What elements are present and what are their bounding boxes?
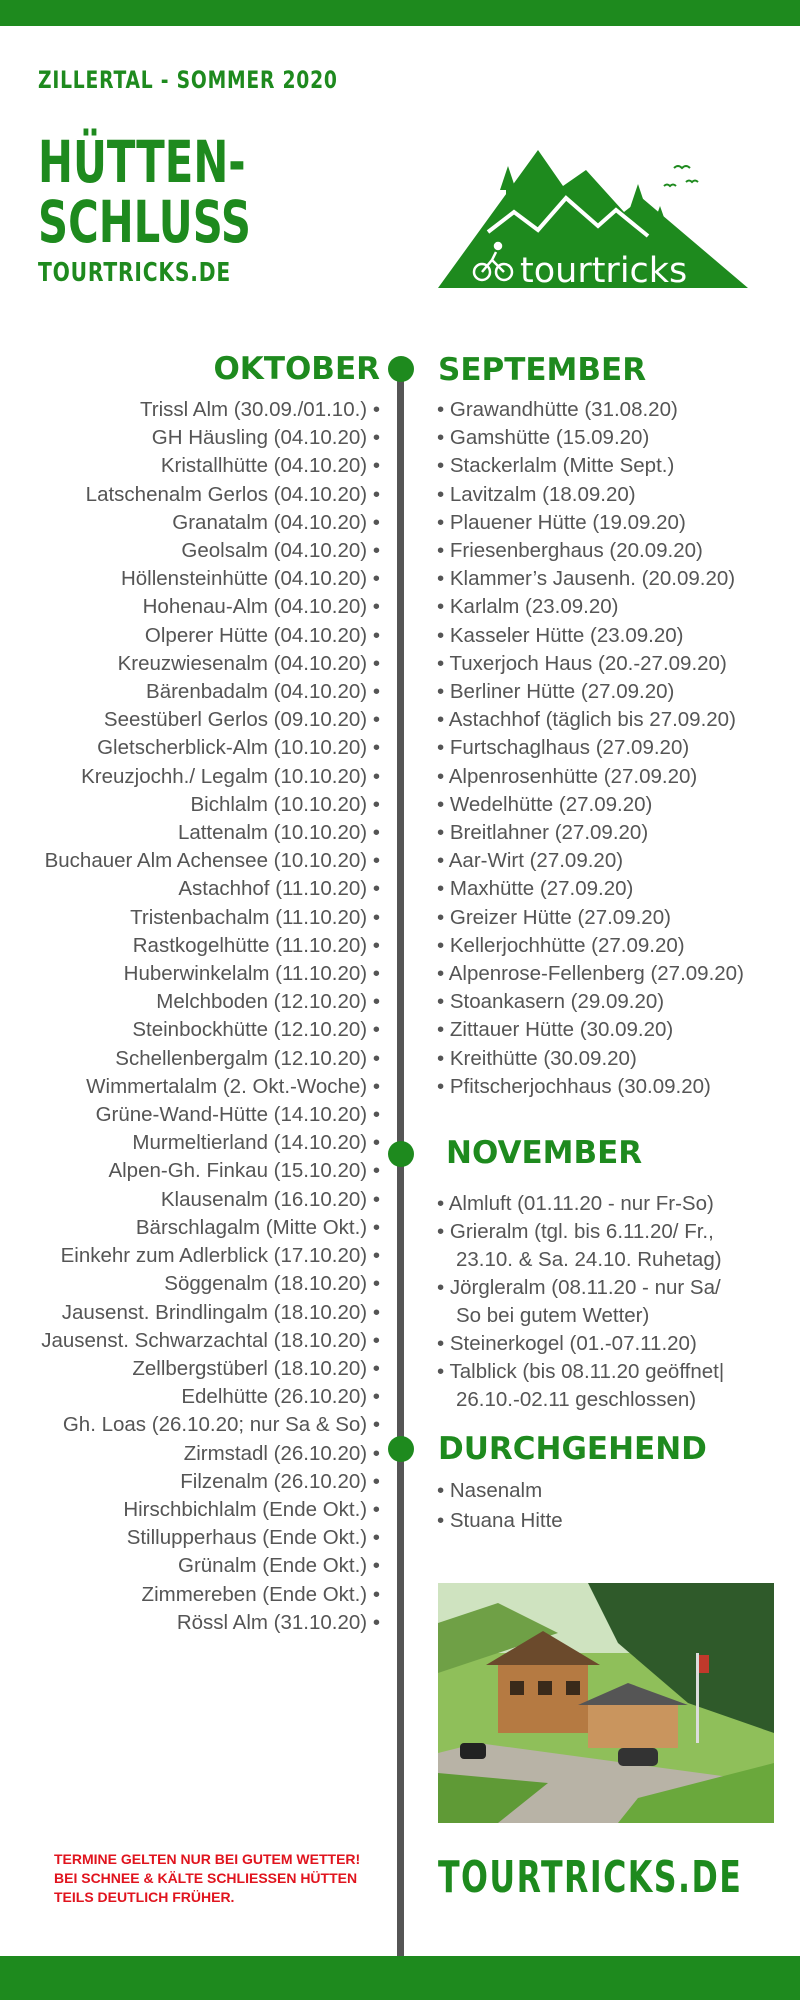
list-item: Jausenst. Schwarzachtal (18.10.20) • <box>41 1328 380 1352</box>
list-item: • Kellerjochhütte (27.09.20) <box>437 933 685 957</box>
list-item: Huberwinkelalm (11.10.20) • <box>123 962 380 986</box>
list-item: • Lavitzalm (18.09.20) <box>437 482 636 506</box>
list-item: Kreuzjochh./ Legalm (10.10.20) • <box>81 764 380 788</box>
durchgehend-list <box>437 1476 563 1536</box>
list-item-text: • Grieralm (tgl. bis 6.11.20/ Fr., <box>437 1220 714 1243</box>
hut-photo <box>438 1583 774 1823</box>
page-title <box>38 128 251 256</box>
heading-september: SEPTEMBER <box>438 352 647 388</box>
list-item: • Greizer Hütte (27.09.20) <box>437 905 671 929</box>
bottom-bar <box>0 1956 800 2000</box>
list-item: • Kasseler Hütte (23.09.20) <box>437 623 684 647</box>
list-item: Steinbockhütte (12.10.20) • <box>132 1018 380 1042</box>
list-item-text: • Talblick (bis 08.11.20 geöffnet| <box>437 1360 725 1383</box>
list-item: Schellenbergalm (12.10.20) • <box>115 1046 380 1070</box>
list-item: • Karlalm (23.09.20) <box>437 595 619 619</box>
list-item: Rastkogelhütte (11.10.20) • <box>132 933 380 957</box>
list-item <box>437 1190 724 1218</box>
warning-line-2: BEI SCHNEE & KÄLTE SCHLIESSEN HÜTTEN <box>54 1870 358 1886</box>
list-item-continuation: 26.10.-02.11 geschlossen) <box>456 1388 697 1411</box>
list-item: Geolsalm (04.10.20) • <box>181 539 380 563</box>
list-item: • Stoankasern (29.09.20) <box>437 990 665 1014</box>
list-item: Gh. Loas (26.10.20; nur Sa & So) • <box>62 1413 380 1437</box>
list-item: Alpen-Gh. Finkau (15.10.20) • <box>108 1159 380 1183</box>
list-item: Zimmereben (Ende Okt.) • <box>141 1582 380 1606</box>
list-item: Gletscherblick-Alm (10.10.20) • <box>97 736 380 760</box>
list-item: Bärschlagalm (Mitte Okt.) • <box>135 1215 380 1239</box>
list-item: • Astachhof (täglich bis 27.09.20) <box>437 708 736 732</box>
birds-icon <box>664 166 698 186</box>
list-item: • Friesenberghaus (20.09.20) <box>437 539 703 563</box>
list-item: • Kreithütte (30.09.20) <box>437 1046 637 1070</box>
tourtricks-logo <box>438 146 748 292</box>
list-item: • Pfitscherjochhaus (30.09.20) <box>437 1074 711 1098</box>
list-item: Bichlalm (10.10.20) • <box>190 792 380 816</box>
list-item: Grünalm (Ende Okt.) • <box>178 1554 380 1578</box>
list-item: Lattenalm (10.10.20) • <box>177 821 380 845</box>
list-item: Jausenst. Brindlingalm (18.10.20) • <box>61 1300 380 1324</box>
list-item: • Aar-Wirt (27.09.20) <box>437 849 624 873</box>
list-item: • Breitlahner (27.09.20) <box>437 821 649 845</box>
timeline-dot-november <box>388 1141 414 1167</box>
list-item: • Stackerlalm (Mitte Sept.) <box>437 454 675 478</box>
september-list <box>437 396 744 1101</box>
list-item: • Plauener Hütte (19.09.20) <box>437 510 686 534</box>
title-line-1: HÜTTEN- <box>38 128 246 196</box>
list-item: • Gamshütte (15.09.20) <box>437 426 650 450</box>
list-item-continuation: So bei gutem Wetter) <box>456 1304 650 1327</box>
list-item: Höllensteinhütte (04.10.20) • <box>120 567 380 591</box>
title-line-2: SCHLUSS <box>38 188 251 256</box>
list-item: Buchauer Alm Achensee (10.10.20) • <box>44 849 380 873</box>
list-item: • Grawandhütte (31.08.20) <box>437 398 678 421</box>
list-item: • Furtschaglhaus (27.09.20) <box>437 736 690 760</box>
list-item: Seestüberl Gerlos (09.10.20) • <box>103 708 380 732</box>
list-item: Trissl Alm (30.09./01.10.) • <box>140 398 380 421</box>
list-item <box>437 1274 724 1330</box>
list-item: Söggenalm (18.10.20) • <box>164 1272 380 1296</box>
list-item: • Maxhütte (27.09.20) <box>437 877 634 901</box>
site-name-bottom: TOURTRICKS.DE <box>438 1852 743 1903</box>
site-name-top: TOURTRICKS.DE <box>38 258 231 288</box>
list-item <box>437 1330 724 1358</box>
warning-line-1: TERMINE GELTEN NUR BEI GUTEM WETTER! <box>54 1851 361 1867</box>
list-item: Filzenalm (26.10.20) • <box>180 1469 380 1493</box>
list-item <box>437 1218 724 1274</box>
list-item: • Nasenalm <box>437 1479 543 1502</box>
heading-november: NOVEMBER <box>446 1135 643 1171</box>
list-item: Zellbergstüberl (18.10.20) • <box>132 1356 380 1380</box>
list-item: • Berliner Hütte (27.09.20) <box>437 680 675 704</box>
warning-line-3: TEILS DEUTLICH FRÜHER. <box>54 1889 235 1905</box>
list-item: Klausenalm (16.10.20) • <box>160 1187 380 1211</box>
list-item: Olperer Hütte (04.10.20) • <box>144 623 380 647</box>
list-item: Hohenau-Alm (04.10.20) • <box>142 595 380 619</box>
list-item: Grüne-Wand-Hütte (14.10.20) • <box>95 1103 380 1127</box>
list-item-text: • Almluft (01.11.20 - nur Fr-So) <box>437 1192 714 1215</box>
list-item: Kristallhütte (04.10.20) • <box>160 454 380 478</box>
list-item: Astachhof (11.10.20) • <box>178 877 380 901</box>
timeline-dot-durchgehend <box>388 1436 414 1462</box>
list-item: • Stuana Hitte <box>437 1509 563 1532</box>
list-item: • Tuxerjoch Haus (20.-27.09.20) <box>437 651 727 675</box>
list-item-text: • Jörgleralm (08.11.20 - nur Sa/ <box>437 1276 721 1299</box>
list-item: • Zittauer Hütte (30.09.20) <box>437 1018 674 1042</box>
list-item: Kreuzwiesenalm (04.10.20) • <box>117 651 380 675</box>
list-item: • Alpenrose-Fellenberg (27.09.20) <box>437 962 744 986</box>
logo-text: tourtricks <box>520 251 688 291</box>
list-item: Edelhütte (26.10.20) • <box>181 1385 380 1409</box>
list-item: • Wedelhütte (27.09.20) <box>437 792 653 816</box>
timeline-dot-oktober <box>388 356 414 382</box>
list-item: Latschenalm Gerlos (04.10.20) • <box>85 482 380 506</box>
list-item: Zirmstadl (26.10.20) • <box>183 1441 380 1465</box>
list-item <box>437 1358 724 1414</box>
heading-oktober: OKTOBER <box>213 351 380 387</box>
list-item-continuation: 23.10. & Sa. 24.10. Ruhetag) <box>456 1248 722 1271</box>
list-item: Stillupperhaus (Ende Okt.) • <box>126 1526 380 1550</box>
weather-warning <box>54 1850 360 1907</box>
heading-durchgehend: DURCHGEHEND <box>438 1431 707 1467</box>
list-item: Tristenbachalm (11.10.20) • <box>130 905 380 929</box>
list-item: Granatalm (04.10.20) • <box>172 510 380 534</box>
list-item: Wimmertalalm (2. Okt.-Woche) • <box>86 1074 380 1098</box>
november-list <box>437 1190 724 1414</box>
list-item-text: • Steinerkogel (01.-07.11.20) <box>437 1332 697 1355</box>
list-item: Bärenbadalm (04.10.20) • <box>146 680 380 704</box>
list-item: Hirschbichlalm (Ende Okt.) • <box>123 1497 380 1521</box>
oktober-list <box>41 396 380 1637</box>
list-item: Einkehr zum Adlerblick (17.10.20) • <box>60 1244 380 1268</box>
list-item: • Klammer’s Jausenh. (20.09.20) <box>437 567 736 591</box>
list-item: Murmeltierland (14.10.20) • <box>132 1131 380 1155</box>
list-item: Rössl Alm (31.10.20) • <box>176 1610 380 1634</box>
list-item: Melchboden (12.10.20) • <box>156 990 380 1014</box>
list-item: • Alpenrosenhütte (27.09.20) <box>437 764 698 788</box>
list-item: GH Häusling (04.10.20) • <box>151 426 380 450</box>
page-subtitle: ZILLERTAL - SOMMER 2020 <box>38 66 338 94</box>
top-bar <box>0 0 800 26</box>
